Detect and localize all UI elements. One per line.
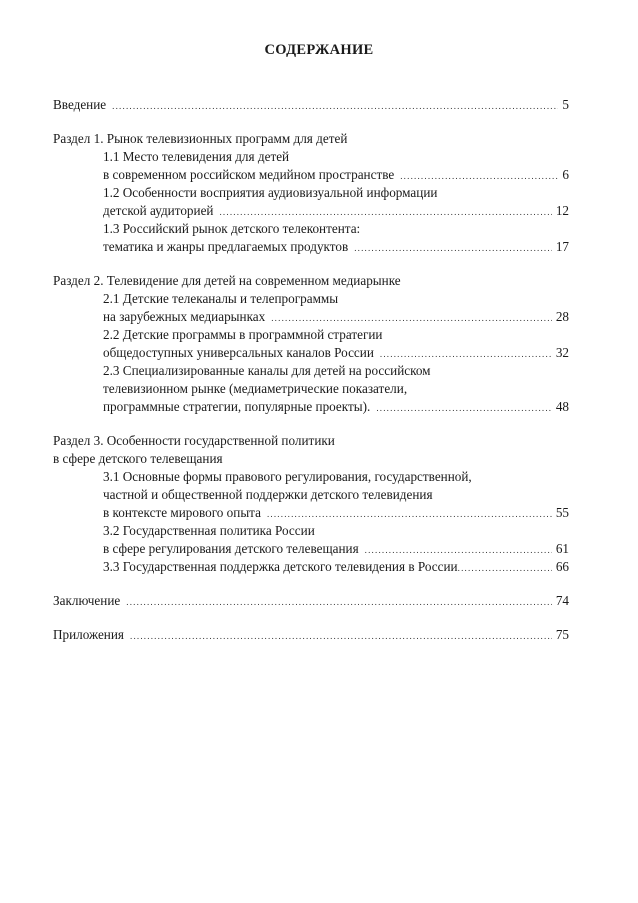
dot-leader bbox=[126, 593, 552, 611]
toc-entry-1-1-line1[interactable]: 1.1 Место телевидения для детей bbox=[103, 149, 290, 164]
toc-page-number: 5 bbox=[562, 97, 569, 112]
toc-label: в современном российском медийном пространстве bbox=[103, 167, 395, 182]
toc-page-number: 66 bbox=[555, 559, 569, 574]
toc-page-number: 48 bbox=[555, 399, 569, 414]
toc-entry-3-1[interactable] bbox=[53, 504, 569, 522]
dot-leader bbox=[380, 345, 552, 363]
toc-entry-1-3[interactable] bbox=[53, 238, 569, 256]
toc-page-number: 32 bbox=[555, 345, 569, 360]
toc-entry-1-1[interactable] bbox=[53, 166, 569, 184]
dot-leader bbox=[458, 559, 552, 577]
toc-entry-1-2-line1[interactable]: 1.2 Особенности восприятия аудиовизуальной информации bbox=[103, 185, 438, 200]
dot-leader bbox=[112, 97, 558, 115]
toc-label: 3.3 Государственная поддержка детского телевидения в России bbox=[103, 559, 458, 574]
toc-section-1-title[interactable]: Раздел 1. Рынок телевизионных программ для детей bbox=[53, 131, 348, 146]
toc-page-number: 6 bbox=[562, 167, 569, 182]
toc-entry-3-2-line1[interactable]: 3.2 Государственная политика России bbox=[103, 523, 315, 538]
toc-page-number: 17 bbox=[555, 239, 569, 254]
toc-label: в сфере регулирования детского телевещания bbox=[103, 541, 359, 556]
toc-section-3-title-line1[interactable]: Раздел 3. Особенности государственной политики bbox=[53, 433, 335, 448]
toc-entry-2-2-line1[interactable]: 2.2 Детские программы в программной стратегии bbox=[103, 327, 383, 342]
page-title: СОДЕРЖАНИЕ bbox=[264, 42, 374, 58]
toc-entry-appendix[interactable] bbox=[53, 626, 569, 644]
dot-leader bbox=[130, 627, 552, 645]
toc-entry-2-3[interactable] bbox=[53, 398, 569, 416]
dot-leader bbox=[271, 309, 552, 327]
toc-section-2-title[interactable]: Раздел 2. Телевидение для детей на современном медиарынке bbox=[53, 273, 401, 288]
table-of-contents bbox=[53, 96, 569, 644]
toc-label: Приложения bbox=[53, 627, 124, 642]
toc-entry-3-1-line2[interactable]: частной и общественной поддержки детского телевидения bbox=[103, 487, 433, 502]
toc-label: Введение bbox=[53, 97, 107, 112]
toc-entry-conclusion[interactable] bbox=[53, 592, 569, 610]
toc-entry-2-1[interactable] bbox=[53, 308, 569, 326]
toc-section-3-title-line2[interactable]: в сфере детского телевещания bbox=[53, 451, 223, 466]
toc-label: программные стратегии, популярные проекты). bbox=[103, 399, 371, 414]
toc-entry-2-3-line1[interactable]: 2.3 Специализированные каналы для детей на российском bbox=[103, 363, 431, 378]
toc-label: детской аудиторией bbox=[103, 203, 214, 218]
toc-page-number: 61 bbox=[555, 541, 569, 556]
toc-entry-2-1-line1[interactable]: 2.1 Детские телеканалы и телепрограммы bbox=[103, 291, 339, 306]
toc-label: в контексте мирового опыта bbox=[103, 505, 261, 520]
toc-entry-3-3[interactable] bbox=[53, 558, 569, 576]
toc-entry-1-3-line1[interactable]: 1.3 Российский рынок детского телеконтента: bbox=[103, 221, 361, 236]
toc-page-number: 55 bbox=[555, 505, 569, 520]
toc-entry-intro[interactable] bbox=[53, 96, 569, 114]
dot-leader bbox=[267, 505, 552, 523]
toc-label: на зарубежных медиарынках bbox=[103, 309, 266, 324]
toc-entry-1-2[interactable] bbox=[53, 202, 569, 220]
dot-leader bbox=[365, 541, 552, 559]
toc-page-number: 12 bbox=[555, 203, 569, 218]
toc-entry-3-1-line1[interactable]: 3.1 Основные формы правового регулирования, государственной, bbox=[103, 469, 472, 484]
toc-page-number: 75 bbox=[555, 627, 569, 642]
dot-leader bbox=[400, 167, 558, 185]
dot-leader bbox=[376, 399, 552, 417]
toc-page-number: 28 bbox=[555, 309, 569, 324]
toc-label: общедоступных универсальных каналов России bbox=[103, 345, 374, 360]
dot-leader bbox=[354, 239, 552, 257]
toc-entry-2-2[interactable] bbox=[53, 344, 569, 362]
toc-label: тематика и жанры предлагаемых продуктов bbox=[103, 239, 349, 254]
toc-label: Заключение bbox=[53, 593, 121, 608]
toc-entry-2-3-line2[interactable]: телевизионном рынке (медиаметрические показатели, bbox=[103, 381, 408, 396]
toc-entry-3-2[interactable] bbox=[53, 540, 569, 558]
dot-leader bbox=[219, 203, 551, 221]
toc-page-number: 74 bbox=[555, 593, 569, 608]
